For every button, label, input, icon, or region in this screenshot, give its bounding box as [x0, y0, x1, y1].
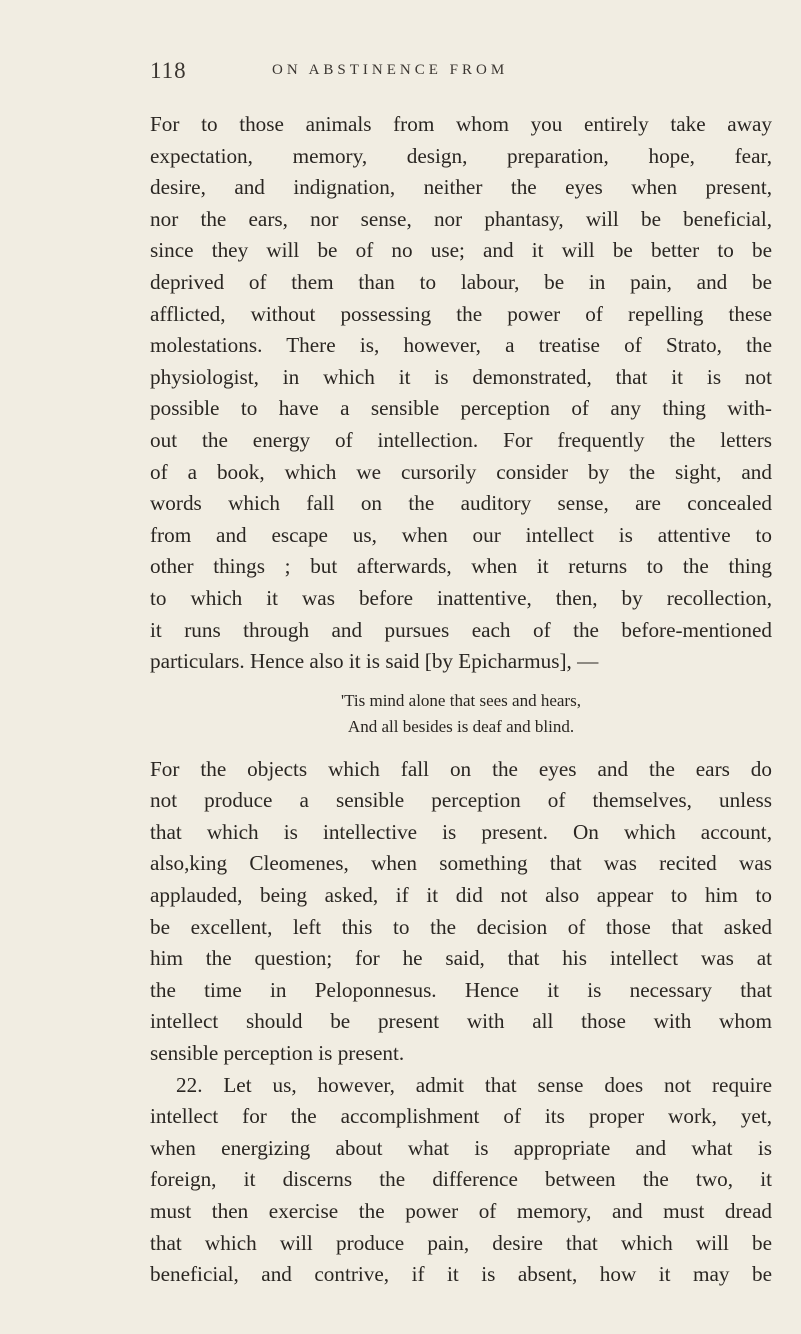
text-line: foreign, it discerns the difference between the two, it: [150, 1167, 772, 1192]
text-line: beneficial, and contrive, if it is absent, how it may be: [150, 1262, 772, 1287]
text-line: that which will produce pain, desire that which will be: [150, 1230, 772, 1255]
text-line: intellect for the accomplishment of its proper work, yet,: [150, 1104, 772, 1129]
page-header: [150, 58, 710, 88]
text-line: possible to have a sensible perception of any thing with-: [150, 396, 772, 421]
text-line: out the energy of intellection. For frequently the letters: [150, 427, 772, 452]
text-line: applauded, being asked, if it did not also appear to him to: [150, 883, 772, 908]
text-line: to which it was before inattentive, then, by recollection,: [150, 585, 772, 610]
text-line-last: sensible perception is present.: [150, 1041, 405, 1066]
text-line: afflicted, without possessing the power of repelling these: [150, 301, 772, 326]
text-line: words which fall on the auditory sense, are concealed: [150, 491, 772, 516]
verse-line-2: And all besides is deaf and blind.: [347, 716, 575, 736]
text-line: desire, and indignation, neither the eyes when present,: [150, 175, 772, 200]
text-line: when energizing about what is appropriate and what is: [150, 1135, 772, 1160]
text-line: other things ; but afterwards, when it returns to the thing: [150, 554, 772, 579]
page-number: 118: [150, 58, 187, 83]
verse-line-1: 'Tis mind alone that sees and hears,: [341, 690, 581, 710]
text-line: not produce a sensible perception of themselves, unless: [150, 788, 772, 813]
verse-quotation: [150, 688, 772, 740]
body-text: [150, 109, 772, 1291]
text-line: the time in Peloponnesus. Hence it is necessary that: [150, 977, 772, 1002]
text-line: molestations. There is, however, a treatise of Strato, the: [150, 333, 772, 358]
text-line: be excellent, left this to the decision of those that asked: [150, 914, 772, 939]
paragraph-2: [150, 754, 772, 1070]
paragraph-3: [150, 1070, 772, 1291]
text-line: nor the ears, nor sense, nor phantasy, will be beneficial,: [150, 206, 772, 231]
text-line: of a book, which we cursorily consider by the sight, and: [150, 459, 772, 484]
text-line: him the question; for he said, that his intellect was at: [150, 946, 772, 971]
text-line: intellect should be present with all those with whom: [150, 1009, 772, 1034]
text-line: For to those animals from whom you entirely take away: [150, 112, 772, 136]
text-line: expectation, memory, design, preparation, hope, fear,: [150, 143, 772, 168]
paragraph-1: [150, 109, 772, 678]
running-head: ON ABSTINENCE FROM: [272, 62, 509, 78]
text-line: it runs through and pursues each of the before-mentioned: [150, 617, 772, 642]
text-line: that which is intellective is present. On which account,: [150, 819, 772, 844]
text-line: deprived of them than to labour, be in pain, and be: [150, 269, 772, 294]
text-line-last: particulars. Hence also it is said [by Epicharmus], —: [150, 649, 599, 674]
text-line: 22. Let us, however, admit that sense does not require: [176, 1072, 772, 1097]
text-line: since they will be of no use; and it will be better to be: [150, 238, 772, 263]
text-line: must then exercise the power of memory, and must dread: [150, 1199, 772, 1223]
text-line: For the objects which fall on the eyes and the ears do: [150, 756, 772, 781]
text-line: physiologist, in which it is demonstrated, that it is not: [150, 364, 772, 389]
text-line: from and escape us, when our intellect is attentive to: [150, 522, 772, 547]
text-line: also,king Cleomenes, when something that was recited was: [150, 851, 772, 876]
